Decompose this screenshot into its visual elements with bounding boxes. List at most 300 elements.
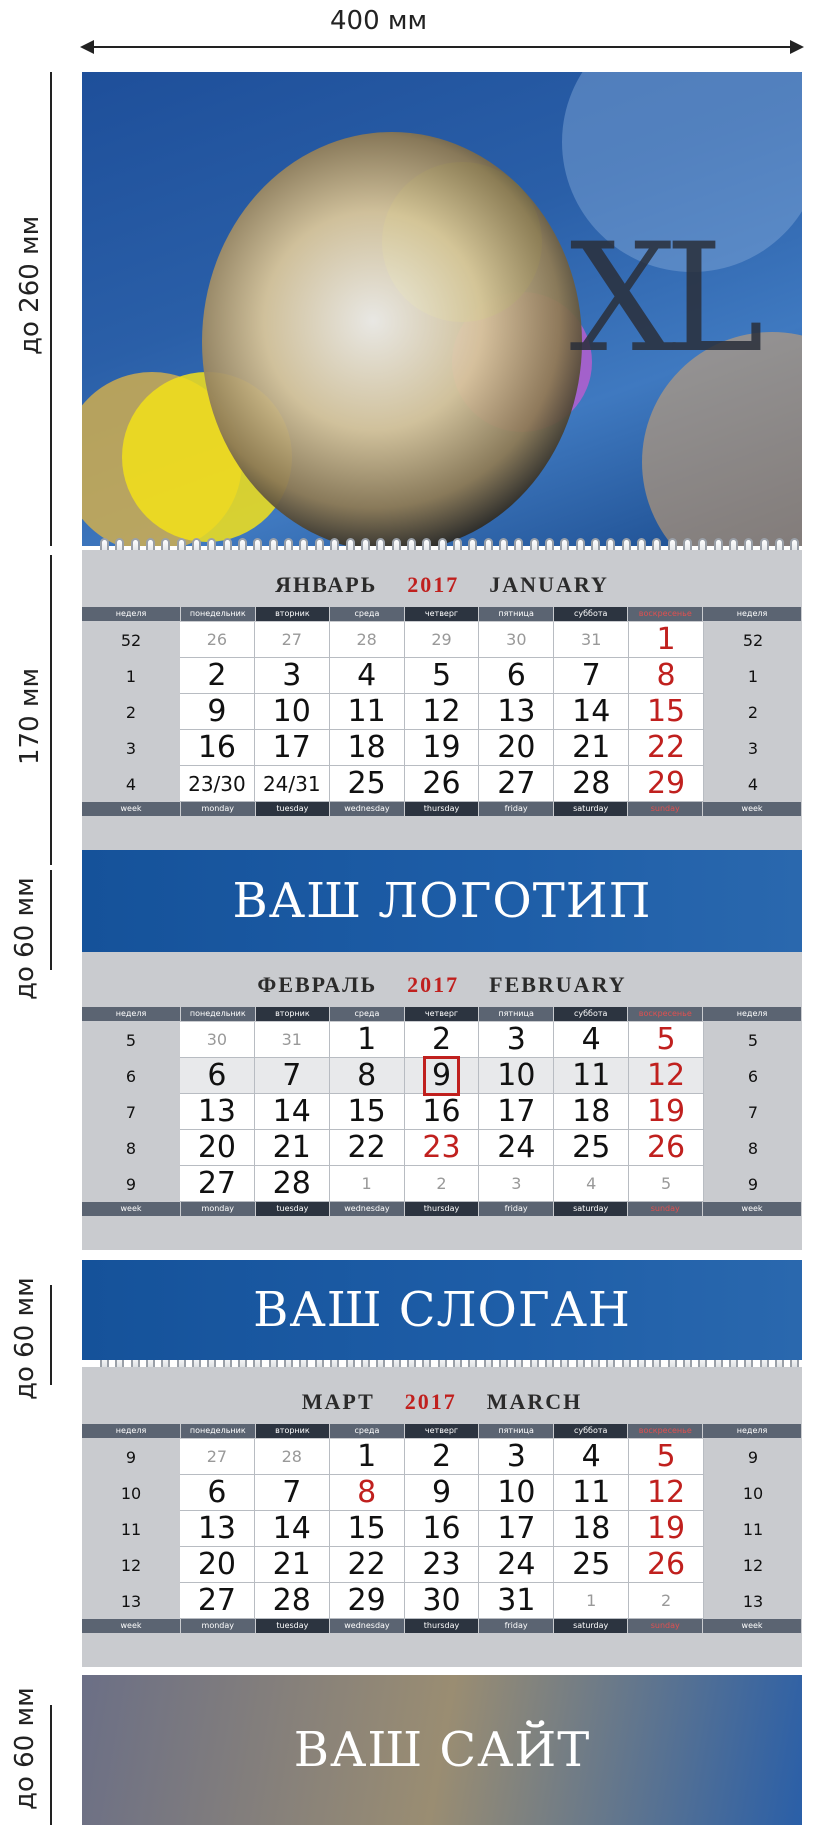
- month-block-february: [82, 950, 802, 1250]
- date-cell: [629, 1058, 704, 1094]
- weekday-label: week: [82, 1202, 181, 1216]
- date-number: 17: [497, 1094, 536, 1129]
- date-number: 16: [422, 1511, 461, 1546]
- date-cell: [479, 1130, 554, 1166]
- week-number: 4: [125, 774, 137, 794]
- date-cell: [255, 1094, 330, 1130]
- header-image: [82, 72, 802, 546]
- week-number: 10: [120, 1483, 142, 1503]
- date-number: 24: [497, 1547, 536, 1582]
- date-number: 31: [281, 1030, 302, 1049]
- date-number: 6: [207, 1475, 227, 1510]
- date-cell: [330, 1511, 405, 1547]
- weekday-label: четверг: [405, 1424, 480, 1438]
- date-number: 19: [422, 730, 461, 765]
- weekday-label: week: [82, 1619, 181, 1633]
- date-number: 10: [497, 1058, 536, 1093]
- date-cell: [255, 1439, 330, 1475]
- date-cell: [180, 1130, 255, 1166]
- date-number: 2: [431, 1439, 452, 1474]
- date-cell: [479, 1547, 554, 1583]
- date-cell: [629, 1166, 704, 1202]
- date-cell: [405, 730, 480, 766]
- date-cell: [405, 1583, 480, 1619]
- date-number: 22: [347, 1547, 386, 1582]
- date-number: 26: [646, 1547, 686, 1582]
- slogan-height-arrow: [50, 1285, 52, 1385]
- date-cell: [180, 730, 255, 766]
- date-cell: [479, 1511, 554, 1547]
- date-cell: [330, 1439, 405, 1475]
- width-label: 400 мм: [330, 6, 428, 36]
- date-cell: [405, 622, 480, 658]
- date-cell: [629, 1022, 704, 1058]
- date-cell: [330, 730, 405, 766]
- slogan-height-label: до 60 мм: [10, 1277, 40, 1400]
- date-cell: [180, 1058, 255, 1094]
- date-number: 16: [197, 730, 237, 765]
- date-cell: [405, 1547, 480, 1583]
- date-number: 19: [646, 1511, 686, 1546]
- date-number: 9: [431, 1475, 452, 1510]
- weekday-label: среда: [330, 1007, 405, 1021]
- month-name-ru: МАРТ: [301, 1389, 375, 1414]
- week-number: 4: [747, 774, 759, 794]
- date-number: 7: [581, 658, 601, 693]
- weekday-label: понедельник: [181, 607, 256, 621]
- date-cell: [405, 658, 480, 694]
- date-cell: [255, 1166, 330, 1202]
- weekday-label: неделя: [703, 607, 802, 621]
- date-cell: [479, 766, 554, 802]
- week-number: 6: [747, 1066, 759, 1086]
- date-number: 28: [356, 630, 377, 649]
- slogan-banner: [82, 1260, 802, 1360]
- date-number: 4: [581, 1439, 601, 1474]
- date-cell: [554, 1475, 629, 1511]
- date-number: 9: [423, 1056, 460, 1096]
- top-height-arrow: [50, 72, 52, 546]
- date-number: 28: [272, 1166, 311, 1201]
- date-number: 13: [497, 694, 536, 729]
- date-number: 31: [581, 630, 602, 649]
- date-cell: [255, 1130, 330, 1166]
- date-cell: [255, 1583, 330, 1619]
- week-numbers-right: [704, 1022, 802, 1202]
- weekday-label: четверг: [405, 1007, 480, 1021]
- date-grid: [180, 622, 704, 802]
- date-number: 14: [572, 694, 611, 729]
- weekday-label: вторник: [256, 1424, 331, 1438]
- date-number: 4: [586, 1174, 597, 1193]
- month-name-en: FEBRUARY: [489, 972, 627, 997]
- date-cell: [255, 1022, 330, 1058]
- date-cell: [405, 766, 480, 802]
- weekday-label: пятница: [479, 607, 554, 621]
- weekday-label: вторник: [256, 607, 331, 621]
- date-number: 5: [660, 1174, 672, 1193]
- date-cell: [629, 622, 704, 658]
- date-cell: [405, 1475, 480, 1511]
- logo-height-arrow: [50, 870, 52, 970]
- date-cell: [629, 1511, 704, 1547]
- month-title: [182, 972, 702, 998]
- week-number: 9: [747, 1174, 759, 1194]
- weekday-label: saturday: [554, 802, 629, 816]
- date-cell: [255, 622, 330, 658]
- date-number: 23/30: [188, 771, 246, 796]
- weekday-label: monday: [181, 1619, 256, 1633]
- date-cell: [479, 730, 554, 766]
- weekday-label: суббота: [554, 1424, 629, 1438]
- date-cell: [479, 1022, 554, 1058]
- logo-banner: [82, 850, 802, 952]
- date-cell: [330, 622, 405, 658]
- weekday-header-en: [82, 1202, 802, 1216]
- date-grid: [180, 1022, 704, 1202]
- date-cell: [180, 694, 255, 730]
- weekday-label: пятница: [479, 1424, 554, 1438]
- weekday-header-en: [82, 1619, 802, 1633]
- date-number: 11: [347, 694, 386, 729]
- date-number: 5: [656, 1439, 676, 1474]
- week-numbers-right: [704, 1439, 802, 1619]
- date-number: 19: [646, 1094, 686, 1129]
- date-number: 15: [646, 694, 686, 729]
- date-number: 23: [422, 1547, 461, 1582]
- date-cell: [629, 1547, 704, 1583]
- date-number: 7: [282, 1058, 302, 1093]
- date-cell: [180, 1475, 255, 1511]
- logo-text: ВАШ ЛОГОТИП: [232, 873, 652, 929]
- date-cell: [255, 1547, 330, 1583]
- date-cell: [554, 1094, 629, 1130]
- weekday-label: неделя: [703, 1007, 802, 1021]
- date-cell: [255, 1475, 330, 1511]
- date-number: 14: [272, 1511, 311, 1546]
- date-cell: [479, 1583, 554, 1619]
- date-cell: [554, 1166, 629, 1202]
- date-cell: [330, 694, 405, 730]
- date-cell: [554, 658, 629, 694]
- cal-height-label: 170 мм: [15, 667, 45, 765]
- date-cell: [330, 766, 405, 802]
- date-cell: [554, 1547, 629, 1583]
- week-number: 1: [747, 666, 759, 686]
- date-number: 7: [282, 1475, 302, 1510]
- date-number: 2: [431, 1022, 452, 1057]
- site-text: ВАШ САЙТ: [293, 1722, 591, 1778]
- date-cell: [180, 1094, 255, 1130]
- date-cell: [554, 1439, 629, 1475]
- date-cell: [180, 658, 255, 694]
- date-number: 11: [572, 1058, 611, 1093]
- weekday-label: wednesday: [330, 1202, 405, 1216]
- date-cell: [554, 730, 629, 766]
- date-number: 10: [272, 694, 311, 729]
- date-cell: [405, 1022, 480, 1058]
- date-number: 29: [347, 1583, 386, 1618]
- date-number: 26: [206, 630, 228, 649]
- date-cell: [405, 1166, 480, 1202]
- date-cell: [479, 622, 554, 658]
- weekday-label: week: [703, 1619, 802, 1633]
- weekday-label: неделя: [82, 607, 181, 621]
- date-number: 12: [646, 1475, 686, 1510]
- weekday-label: четверг: [405, 607, 480, 621]
- date-cell: [330, 1022, 405, 1058]
- date-cell: [479, 1058, 554, 1094]
- month-title: [182, 1389, 702, 1415]
- date-cell: [629, 766, 704, 802]
- date-cell: [330, 1130, 405, 1166]
- date-cell: [330, 1475, 405, 1511]
- weekday-label: thursday: [405, 1619, 480, 1633]
- week-number: 2: [125, 702, 137, 722]
- month-year: 2017: [407, 572, 460, 597]
- date-cell: [629, 730, 704, 766]
- weekday-label: week: [82, 802, 181, 816]
- weekday-label: неделя: [82, 1007, 181, 1021]
- date-cell: [629, 694, 704, 730]
- date-number: 3: [282, 658, 302, 693]
- date-cell: [255, 658, 330, 694]
- week-number: 7: [747, 1102, 759, 1122]
- date-cell: [479, 658, 554, 694]
- date-number: 15: [347, 1094, 386, 1129]
- week-number: 52: [742, 630, 764, 650]
- date-cell: [479, 1094, 554, 1130]
- date-cell: [554, 766, 629, 802]
- weekday-header-en: [82, 802, 802, 816]
- week-number: 12: [120, 1555, 142, 1575]
- date-cell: [255, 1058, 330, 1094]
- date-cell: [405, 1511, 480, 1547]
- date-number: 20: [197, 1130, 237, 1165]
- date-cell: [479, 1166, 554, 1202]
- date-number: 27: [197, 1166, 237, 1201]
- slogan-text: ВАШ СЛОГАН: [253, 1282, 631, 1338]
- date-cell: [405, 1094, 480, 1130]
- date-number: 5: [431, 658, 452, 693]
- date-cell: [180, 1511, 255, 1547]
- weekday-label: неделя: [82, 1424, 181, 1438]
- weekday-header-ru: [82, 607, 802, 621]
- date-number: 15: [347, 1511, 386, 1546]
- date-cell: [330, 1094, 405, 1130]
- week-number: 9: [125, 1174, 137, 1194]
- weekday-label: среда: [330, 1424, 405, 1438]
- month-block-march: [82, 1367, 802, 1667]
- date-number: 21: [272, 1130, 311, 1165]
- date-cell: [554, 1022, 629, 1058]
- date-cell: [330, 1166, 405, 1202]
- month-year: 2017: [407, 972, 460, 997]
- weekday-label: пятница: [479, 1007, 554, 1021]
- weekday-label: среда: [330, 607, 405, 621]
- date-cell: [479, 1475, 554, 1511]
- date-number: 2: [436, 1174, 447, 1193]
- date-cell: [180, 1583, 255, 1619]
- date-cell: [629, 658, 704, 694]
- date-number: 6: [207, 1058, 227, 1093]
- date-number: 26: [422, 766, 461, 801]
- weekday-label: friday: [479, 1202, 554, 1216]
- date-cell: [479, 1439, 554, 1475]
- week-number: 8: [747, 1138, 759, 1158]
- week-numbers-left: [82, 1022, 180, 1202]
- date-number: 9: [207, 694, 227, 729]
- date-cell: [255, 730, 330, 766]
- week-number: 2: [747, 702, 759, 722]
- date-number: 26: [646, 1130, 686, 1165]
- date-cell: [330, 1058, 405, 1094]
- date-number: 25: [347, 766, 386, 801]
- date-number: 13: [197, 1094, 237, 1129]
- weekday-label: понедельник: [181, 1424, 256, 1438]
- date-cell: [479, 694, 554, 730]
- date-cell: [629, 1475, 704, 1511]
- date-number: 31: [497, 1583, 536, 1618]
- date-number: 8: [656, 658, 676, 693]
- week-number: 52: [120, 630, 142, 650]
- width-arrow: [82, 46, 802, 48]
- date-number: 20: [497, 730, 536, 765]
- date-cell: [405, 1058, 480, 1094]
- month-name-en: MARCH: [486, 1389, 583, 1414]
- date-number: 27: [281, 630, 302, 649]
- date-number: 3: [511, 1174, 522, 1193]
- date-number: 18: [572, 1094, 611, 1129]
- date-number: 24/31: [262, 771, 321, 796]
- weekday-label: thursday: [405, 1202, 480, 1216]
- site-banner: [82, 1675, 802, 1825]
- weekday-label: tuesday: [256, 1202, 331, 1216]
- date-number: 28: [272, 1583, 311, 1618]
- week-number: 8: [125, 1138, 137, 1158]
- weekday-label: saturday: [554, 1202, 629, 1216]
- date-cell: [330, 1547, 405, 1583]
- date-cell: [255, 1511, 330, 1547]
- date-cell: [180, 622, 255, 658]
- date-number: 1: [357, 1022, 377, 1057]
- week-number: 13: [120, 1591, 142, 1611]
- date-number: 1: [361, 1174, 372, 1193]
- month-year: 2017: [404, 1389, 457, 1414]
- date-cell: [405, 1130, 480, 1166]
- date-number: 10: [497, 1475, 536, 1510]
- date-cell: [629, 1583, 704, 1619]
- date-number: 25: [572, 1130, 611, 1165]
- date-grid: [180, 1439, 704, 1619]
- date-cell: [180, 1166, 255, 1202]
- weekday-label: суббота: [554, 1007, 629, 1021]
- weekday-label: воскресенье: [628, 1007, 703, 1021]
- date-number: 1: [586, 1591, 597, 1610]
- date-cell: [180, 1022, 255, 1058]
- date-cell: [554, 694, 629, 730]
- weekday-header-ru: [82, 1424, 802, 1438]
- date-cell: [629, 1130, 704, 1166]
- date-number: 30: [206, 1030, 228, 1049]
- date-number: 17: [272, 730, 311, 765]
- date-cell: [255, 694, 330, 730]
- week-number: 3: [125, 738, 137, 758]
- date-number: 29: [431, 630, 452, 649]
- date-number: 20: [197, 1547, 237, 1582]
- date-cell: [330, 658, 405, 694]
- date-number: 22: [646, 730, 686, 765]
- date-number: 16: [422, 1094, 461, 1129]
- date-number: 30: [506, 630, 527, 649]
- week-number: 12: [742, 1555, 764, 1575]
- weekday-label: tuesday: [256, 802, 331, 816]
- date-cell: [180, 1547, 255, 1583]
- date-number: 12: [422, 694, 461, 729]
- date-number: 3: [506, 1022, 526, 1057]
- weekday-label: вторник: [256, 1007, 331, 1021]
- date-cell: [629, 1094, 704, 1130]
- week-number: 9: [747, 1447, 759, 1467]
- site-height-arrow: [50, 1705, 52, 1825]
- date-cell: [180, 1439, 255, 1475]
- week-number: 9: [125, 1447, 137, 1467]
- weekday-header-ru: [82, 1007, 802, 1021]
- date-cell: [554, 1130, 629, 1166]
- weekday-label: sunday: [628, 1619, 703, 1633]
- weekday-label: monday: [181, 1202, 256, 1216]
- date-number: 23: [422, 1130, 461, 1165]
- weekday-label: sunday: [628, 1202, 703, 1216]
- date-number: 4: [581, 1022, 601, 1057]
- date-cell: [405, 694, 480, 730]
- date-cell: [629, 1439, 704, 1475]
- date-number: 5: [656, 1022, 676, 1057]
- date-number: 14: [272, 1094, 311, 1129]
- week-numbers-left: [82, 1439, 180, 1619]
- date-number: 29: [646, 766, 686, 801]
- width-arrow-left-head: [80, 40, 94, 54]
- date-number: 12: [646, 1058, 686, 1093]
- week-numbers-left: [82, 622, 180, 802]
- week-number: 7: [125, 1102, 137, 1122]
- week-number: 3: [747, 738, 759, 758]
- weekday-label: wednesday: [330, 1619, 405, 1633]
- week-number: 5: [747, 1030, 759, 1050]
- date-number: 2: [207, 658, 227, 693]
- month-title: [182, 572, 702, 598]
- weekday-label: saturday: [554, 1619, 629, 1633]
- date-number: 13: [197, 1511, 237, 1546]
- mask-figure: [202, 132, 582, 546]
- date-number: 24: [497, 1130, 536, 1165]
- week-number: 13: [742, 1591, 764, 1611]
- width-arrow-right-head: [790, 40, 804, 54]
- date-number: 21: [272, 1547, 311, 1582]
- weekday-label: понедельник: [181, 1007, 256, 1021]
- date-number: 18: [572, 1511, 611, 1546]
- week-numbers-right: [704, 622, 802, 802]
- top-height-label: до 260 мм: [15, 215, 45, 355]
- weekday-label: thursday: [405, 802, 480, 816]
- week-number: 6: [125, 1066, 137, 1086]
- date-number: 21: [572, 730, 611, 765]
- date-number: 8: [357, 1475, 377, 1510]
- date-number: 28: [281, 1447, 302, 1466]
- weekday-label: суббота: [554, 607, 629, 621]
- date-number: 1: [656, 622, 676, 657]
- weekday-label: friday: [479, 1619, 554, 1633]
